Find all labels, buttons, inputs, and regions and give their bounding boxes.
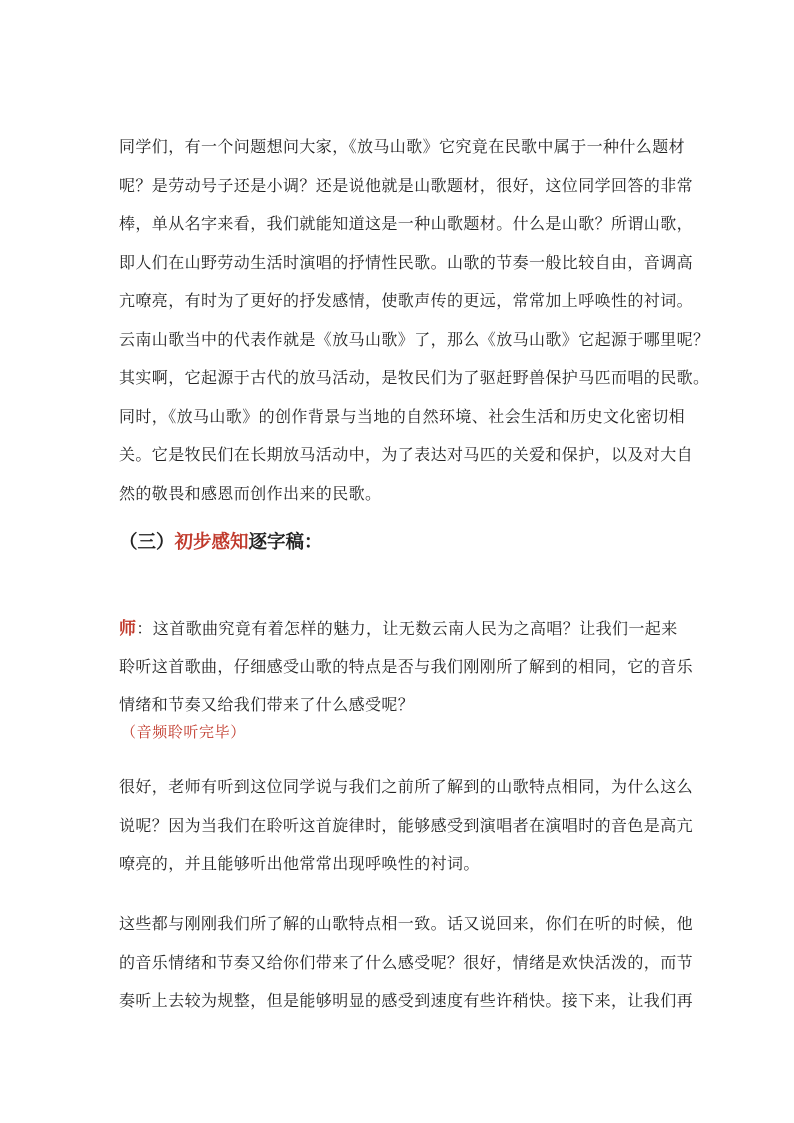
paragraph-teacher-intro [119, 610, 694, 724]
text-line: 然的敬畏和感恩而创作出来的民歌。 [119, 483, 382, 503]
section-heading-suffix: 逐字稿： [248, 532, 323, 553]
text-line: 呢？是劳动号子还是小调？还是说他就是山歌题材，很好，这位同学回答的非常 [119, 175, 694, 195]
text-line: 这些都与刚刚我们所了解的山歌特点相一致。话又说回来，你们在听的时候，他 [119, 914, 694, 933]
text-line: 即人们在山野劳动生活时演唱的抒情性民歌。山歌的节奏一般比较自由，音调高 [119, 252, 694, 272]
text-line: 嘹亮的，并且能够听出他常常出现呼唤性的衬词。 [119, 854, 480, 873]
text-line: 情绪和节奏又给我们带来了什么感受呢？ [119, 695, 415, 714]
text-line: 关。它是牧民们在长期放马活动中，为了表达对马匹的关爱和保护，以及对大自 [119, 445, 694, 464]
text-line: 的音乐情绪和节奏又给你们带来了什么感受呢？很好，情绪是欢快活泼的，而节 [119, 952, 694, 972]
paragraph-feedback [119, 768, 694, 884]
text-line: 亢嘹亮，有时为了更好的抒发感情，使歌声传的更远，常常加上呼唤性的衬词。 [119, 291, 694, 310]
section-heading-accent: 初步感知 [174, 532, 249, 553]
text-line: 云南山歌当中的代表作就是《放马山歌》了，那么《放马山歌》它起源于哪里呢？ [119, 329, 710, 349]
stage-note: （音频聆听完毕） [121, 723, 246, 741]
speaker-label: 师 [119, 619, 137, 639]
text-line: 聆听这首歌曲，仔细感受山歌的特点是否与我们刚刚所了解到的相同，它的音乐 [119, 657, 694, 676]
section-heading-prefix: （三） [119, 532, 175, 553]
section-heading [119, 528, 323, 558]
text-line: 奏听上去较为规整，但是能够明显的感受到速度有些许稍快。接下来，让我们再 [119, 991, 694, 1010]
text-line: 棒，单从名字来看，我们就能知道这是一种山歌题材。什么是山歌？所谓山歌， [119, 214, 694, 233]
text-line: 同学们，有一个问题想问大家，《放马山歌》它究竟在民歌中属于一种什么题材 [119, 137, 686, 156]
paragraph-song-genre [119, 128, 710, 513]
text-line: 说呢？因为当我们在聆听这首旋律时，能够感受到演唱者在演唱时的音色是高亢 [119, 815, 694, 835]
text-line: 其实啊，它起源于古代的放马活动，是牧民们为了驱赶野兽保护马匹而唱的民歌。 [119, 368, 710, 387]
text-line [119, 610, 684, 648]
text-line: 同时，《放马山歌》的创作背景与当地的自然环境、社会生活和历史文化密切相 [119, 406, 686, 426]
text-line-content: ：这首歌曲究竟有着怎样的魅力，让无数云南人民为之高唱？让我们一起来 [136, 619, 678, 638]
paragraph-summary [119, 905, 694, 1021]
text-line: 很好，老师有听到这位同学说与我们之前所了解到的山歌特点相同，为什么这么 [119, 777, 694, 796]
